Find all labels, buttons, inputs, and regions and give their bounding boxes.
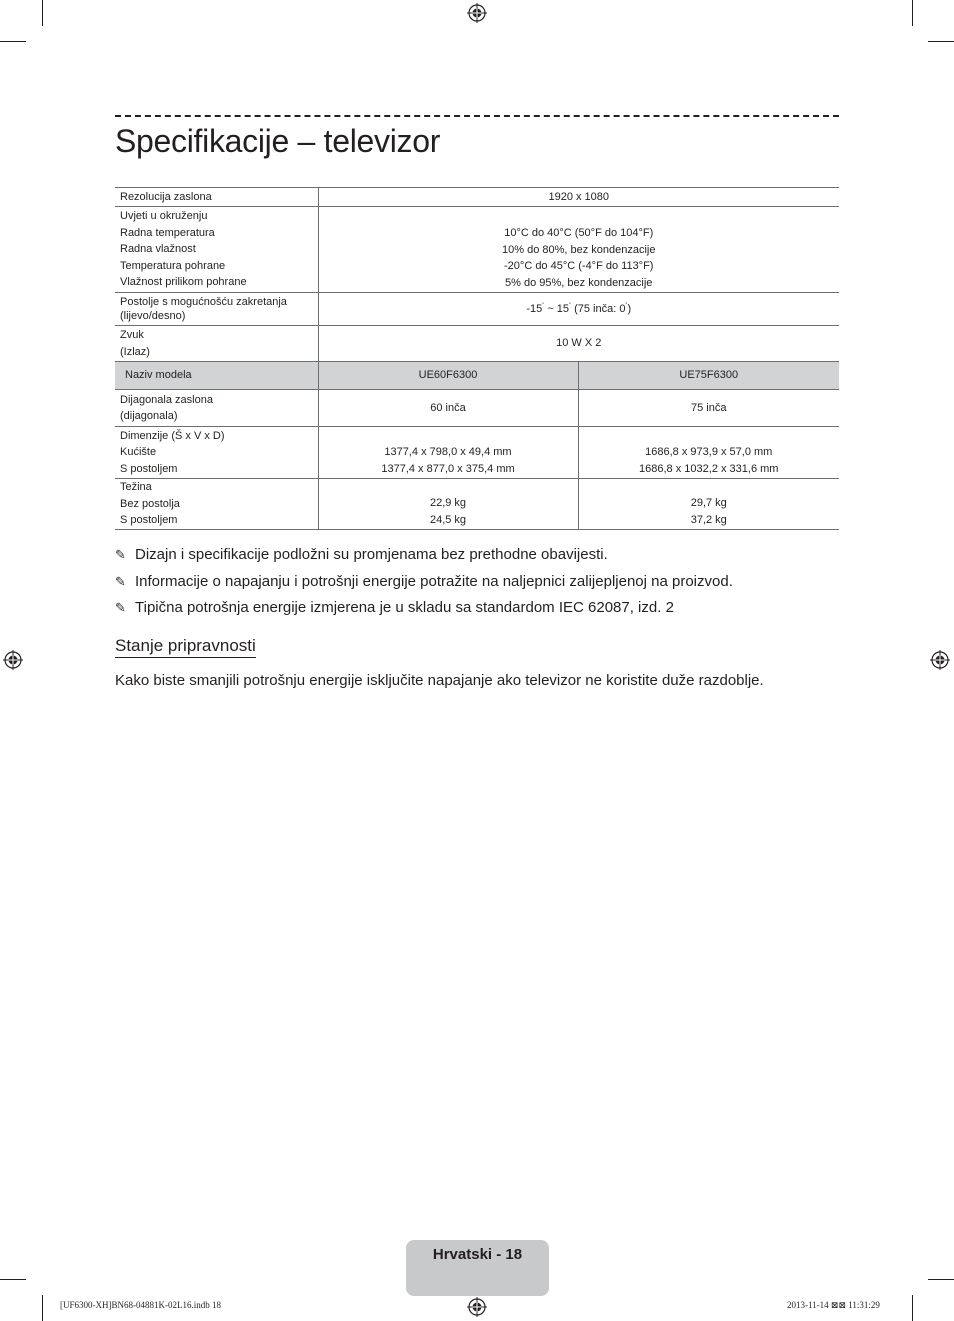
spec-value: 29,7 kg 37,2 kg [578, 479, 839, 530]
spec-label: Zvuk (Izlaz) [115, 326, 318, 362]
crop-mark [928, 1279, 954, 1280]
registration-mark-icon [467, 3, 487, 23]
table-row [115, 326, 839, 362]
notes-list [115, 542, 855, 622]
pencil-note-icon: ✎ [115, 547, 126, 562]
table-row [115, 390, 839, 427]
model-a: UE60F6300 [318, 362, 578, 390]
crop-mark [912, 0, 913, 26]
spec-label: Težina Bez postolja S postoljem [115, 479, 318, 530]
model-b: UE75F6300 [578, 362, 839, 390]
list-item: ✎ Informacije o napajanju i potrošnji energije potražite na naljepnici zalijepljenoj na proizvod. [115, 569, 855, 596]
list-item: ✎ Tipična potrošnja energije izmjerena je u skladu sa standardom IEC 62087, izd. 2 [115, 595, 855, 622]
spec-value: 10°C do 40°C (50°F do 104°F) 10% do 80%, bez kondenzacije -20°C do 45°C (-4°F do 113°F) 5% do 95%, bez kondenzacije [318, 207, 839, 293]
crop-mark [42, 0, 43, 26]
spec-value: 1686,8 x 973,9 x 57,0 mm 1686,8 x 1032,2 x 331,6 mm [578, 427, 839, 479]
page-label: Hrvatski - 18 [432, 1246, 523, 1263]
spec-label: Dimenzije (Š x V x D) Kućište S postoljem [115, 427, 318, 479]
standby-text: Kako biste smanjili potrošnju energije isključite napajanje ako televizor ne koristite duže razdoblje. [115, 672, 764, 689]
registration-mark-icon [467, 1297, 487, 1317]
table-row [115, 207, 839, 293]
spec-label: Rezolucija zaslona [115, 188, 318, 207]
pencil-note-icon: ✎ [115, 573, 126, 589]
crop-mark [912, 1295, 913, 1321]
crop-mark [42, 1295, 43, 1321]
spec-label: Dijagonala zaslona (dijagonala) [115, 390, 318, 427]
spec-value: 1377,4 x 798,0 x 49,4 mm 1377,4 x 877,0 x 375,4 mm [318, 427, 578, 479]
spec-value: 10 W X 2 [318, 326, 839, 362]
table-row [115, 293, 839, 326]
spec-value: 1920 x 1080 [318, 188, 839, 207]
list-item: ✎ Dizajn i specifikacije podložni su promjenama bez prethodne obavijesti. [115, 542, 855, 569]
table-row [115, 479, 839, 530]
table-header-row [115, 362, 839, 390]
crop-mark [0, 41, 26, 42]
title-dashed-rule [115, 115, 839, 117]
spec-label: Uvjeti u okruženju Radna temperatura Radna vlažnost Temperatura pohrane Vlažnost prilikom pohrane [115, 207, 318, 293]
registration-mark-icon [930, 650, 950, 670]
file-slug: [UF6300-XH]BN68-04881K-02L16.indb 18 [60, 1300, 221, 1310]
page-title: Specifikacije – televizor [115, 123, 441, 159]
spec-value: 75 inča [578, 390, 839, 427]
spec-value: -15˚ ~ 15˚ (75 inča: 0˚) [318, 293, 839, 326]
spec-value: 22,9 kg 24,5 kg [318, 479, 578, 530]
table-row [115, 427, 839, 479]
pencil-note-icon: ✎ [115, 600, 126, 615]
table-row [115, 188, 839, 207]
crop-mark [0, 1279, 26, 1280]
crop-mark [928, 41, 954, 42]
spec-label: Postolje s mogućnošću zakretanja (lijevo/desno) [115, 293, 318, 326]
page-number-tab [406, 1240, 549, 1296]
model-label: Naziv modela [115, 362, 318, 390]
timestamp-slug: 2013-11-14 ⊠⊠ 11:31:29 [787, 1300, 880, 1310]
standby-heading: Stanje pripravnosti [115, 636, 256, 658]
spec-value: 60 inča [318, 390, 578, 427]
registration-mark-icon [3, 650, 23, 670]
spec-table [115, 187, 839, 530]
